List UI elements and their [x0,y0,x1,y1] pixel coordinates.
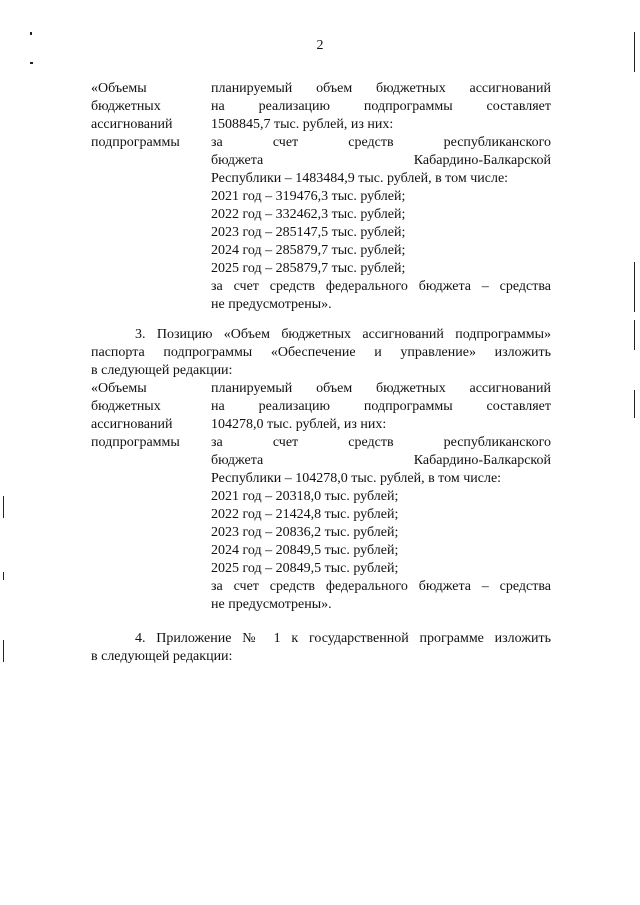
block1-left-line: «Объемы [91,81,147,96]
paragraph-3-line: 3. Позицию «Объем бюджетных ассигнований подпрограммы» [135,327,551,342]
block1-right-line: не предусмотрены». [211,297,332,312]
block2-left-line: «Объемы [91,381,147,396]
block2-right-line: 2025 год – 20849,5 тыс. рублей; [211,561,399,576]
block2-right-line: 2024 год – 20849,5 тыс. рублей; [211,543,399,558]
block1-right-line: Республики – 1483484,9 тыс. рублей, в том числе: [211,171,509,186]
block1-left-line: бюджетных [91,99,161,114]
scan-mark [634,262,635,312]
block1-left-line: подпрограммы [91,135,180,150]
block1-right-line: 2023 год – 285147,5 тыс. рублей; [211,225,406,240]
block1-left-line: ассигнований [91,117,173,132]
block2-right-line: 2022 год – 21424,8 тыс. рублей; [211,507,399,522]
scan-mark [634,32,635,72]
paragraph-4-line: 4. Приложение № 1 к государственной программе изложить [135,631,551,646]
block2-right-line: 104278,0 тыс. рублей, из них: [211,417,387,432]
block1-right-line: 1508845,7 тыс. рублей, из них: [211,117,394,132]
block2-right-line: 2021 год – 20318,0 тыс. рублей; [211,489,399,504]
block2-right-line: за счет средств федерального бюджета – средства [211,579,551,594]
scan-mark [634,320,635,350]
block1-right-line: на реализацию подпрограммы составляет [211,99,551,114]
block2-right-line: Республики – 104278,0 тыс. рублей, в том числе: [211,471,502,486]
block1-right-line: планируемый объем бюджетных ассигнований [211,81,551,96]
block1-right-line: 2021 год – 319476,3 тыс. рублей; [211,189,406,204]
block2-right-line: планируемый объем бюджетных ассигнований [211,381,551,396]
page-number: 2 [316,38,324,53]
scan-mark [30,32,32,35]
block2-right-line: на реализацию подпрограммы составляет [211,399,551,414]
block2-left-line: ассигнований [91,417,173,432]
block1-right-line: 2024 год – 285879,7 тыс. рублей; [211,243,406,258]
paragraph-3-line: в следующей редакции: [91,363,233,378]
block1-right-line: 2025 год – 285879,7 тыс. рублей; [211,261,406,276]
block2-left-line: бюджетных [91,399,161,414]
paragraph-3-line: паспорта подпрограммы «Обеспечение и управление» изложить [91,345,551,360]
block1-right-line: 2022 год – 332462,3 тыс. рублей; [211,207,406,222]
scan-mark [634,390,635,418]
scan-mark [30,62,33,64]
block1-right-line: бюджета Кабардино-Балкарской [211,153,551,168]
block1-right-line: за счет средств федерального бюджета – средства [211,279,551,294]
scan-mark [3,572,4,580]
block2-right-line: за счет средств республиканского [211,435,551,450]
block2-left-line: подпрограммы [91,435,180,450]
block1-right-line: за счет средств республиканского [211,135,551,150]
paragraph-4-line: в следующей редакции: [91,649,233,664]
scan-mark [3,640,4,662]
block2-right-line: 2023 год – 20836,2 тыс. рублей; [211,525,399,540]
block2-right-line: бюджета Кабардино-Балкарской [211,453,551,468]
scan-mark [3,496,4,518]
block2-right-line: не предусмотрены». [211,597,332,612]
